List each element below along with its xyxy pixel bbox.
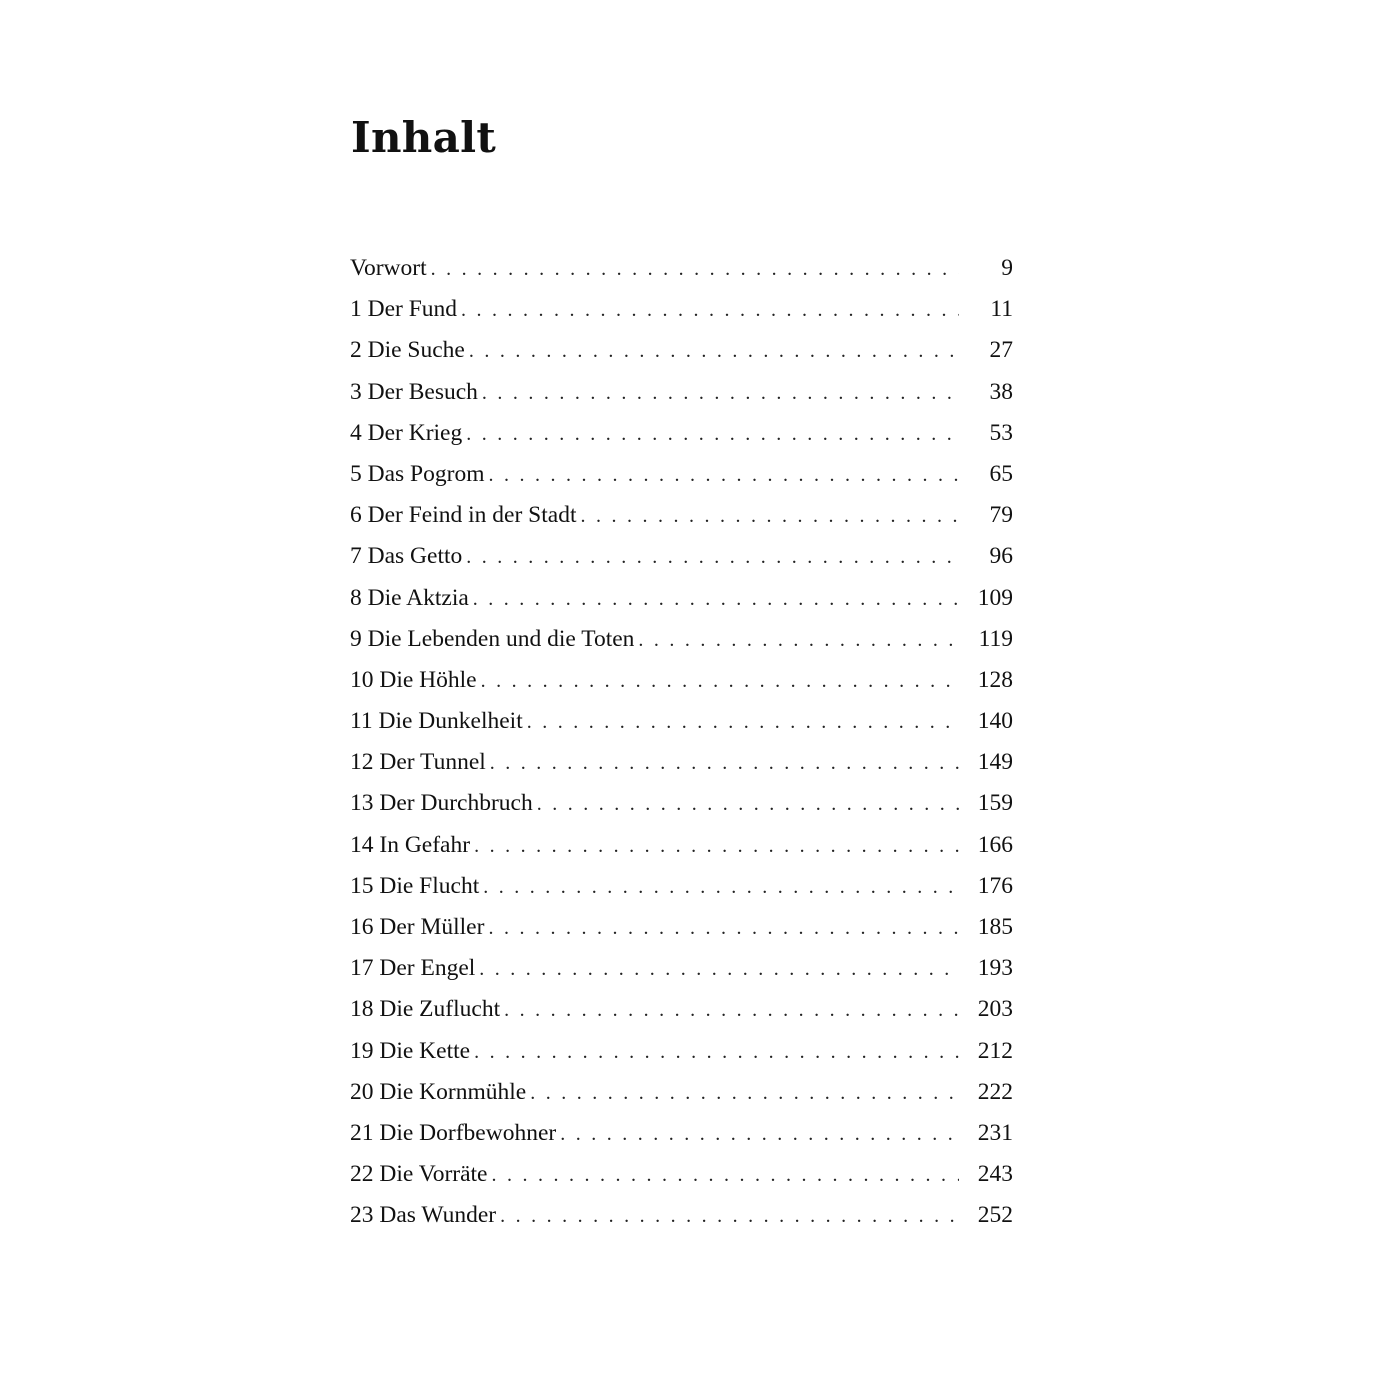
dot-leader — [492, 1155, 960, 1196]
toc-entry-page-number: 38 — [989, 378, 1013, 405]
dot-leader — [483, 867, 959, 908]
toc-entry — [350, 454, 1013, 495]
toc-entry-title: 15 Die Flucht — [350, 872, 480, 899]
dot-leader — [461, 290, 959, 331]
toc-entry-page-number: 79 — [989, 502, 1013, 529]
toc-entry-page-number: 231 — [977, 1119, 1013, 1146]
toc-entry-page-number: 119 — [978, 625, 1013, 652]
toc-entry-page-number: 159 — [977, 790, 1013, 817]
toc-entry-title: 4 Der Krieg — [350, 419, 463, 446]
table-of-contents — [350, 248, 1013, 1237]
toc-entry-title: 16 Der Müller — [350, 914, 485, 940]
toc-entry — [350, 948, 1013, 989]
toc-entry-title: 14 In Gefahr — [350, 831, 471, 858]
toc-entry — [350, 578, 1013, 619]
toc-entry-page-number: 140 — [977, 708, 1013, 735]
dot-leader — [527, 702, 959, 743]
toc-entry-page-number: 166 — [977, 831, 1013, 858]
toc-entry-title: 23 Das Wunder — [350, 1202, 497, 1229]
toc-entry — [350, 701, 1013, 742]
dot-leader — [537, 784, 959, 825]
toc-entry-page-number: 252 — [977, 1202, 1013, 1229]
toc-entry-page-number: 128 — [977, 666, 1013, 693]
toc-entry-page-number: 53 — [989, 419, 1013, 446]
toc-entry — [350, 413, 1013, 454]
toc-entry-page-number: 203 — [977, 996, 1013, 1023]
toc-entry — [350, 825, 1013, 866]
toc-entry — [350, 372, 1013, 413]
toc-entry-title: 11 Die Dunkelheit — [350, 708, 523, 735]
toc-entry — [350, 536, 1013, 577]
toc-entry — [350, 330, 1013, 371]
toc-entry-title: 20 Die Kornmühle — [350, 1078, 527, 1105]
toc-entry — [350, 1195, 1013, 1236]
toc-entry-title: 6 Der Feind in der Stadt — [350, 502, 577, 529]
toc-entry — [350, 1031, 1013, 1072]
toc-entry-title: 8 Die Aktzia — [350, 584, 469, 611]
toc-entry-page-number: 193 — [977, 955, 1013, 982]
toc-entry-title: 18 Die Zuflucht — [350, 996, 501, 1023]
dot-leader — [466, 414, 959, 455]
dot-leader — [431, 249, 959, 290]
toc-entry-page-number: 9 — [1001, 255, 1013, 281]
dot-leader — [490, 743, 959, 784]
toc-entry — [350, 1072, 1013, 1113]
toc-entry — [350, 1113, 1013, 1154]
dot-leader — [482, 373, 959, 414]
dot-leader — [530, 1073, 959, 1114]
toc-entry — [350, 989, 1013, 1030]
dot-leader — [560, 1114, 959, 1155]
toc-entry — [350, 866, 1013, 907]
toc-entry — [350, 248, 1013, 289]
dot-leader — [638, 620, 959, 661]
toc-entry-title: 13 Der Durchbruch — [350, 790, 533, 817]
dot-leader — [469, 331, 959, 372]
toc-entry-title: 5 Das Pogrom — [350, 460, 485, 487]
toc-entry — [350, 1154, 1013, 1195]
dot-leader — [479, 949, 959, 990]
dot-leader — [473, 579, 959, 620]
toc-entry-page-number: 149 — [977, 749, 1013, 776]
toc-entry-title: 3 Der Besuch — [350, 378, 478, 405]
toc-entry-title: 1 Der Fund — [350, 296, 458, 323]
toc-entry — [350, 742, 1013, 783]
toc-entry — [350, 660, 1013, 701]
toc-entry-page-number: 222 — [977, 1078, 1013, 1105]
toc-entry-title: 7 Das Getto — [350, 543, 463, 570]
toc-entry-title: 21 Die Dorfbewohner — [350, 1119, 557, 1146]
toc-entry-title: 19 Die Kette — [350, 1037, 471, 1064]
dot-leader — [504, 990, 959, 1031]
toc-entry-title: 9 Die Lebenden und die Toten — [350, 625, 635, 652]
toc-entry-title: 22 Die Vorräte — [350, 1161, 488, 1188]
toc-entry-title: Vorwort — [350, 255, 427, 281]
toc-entry — [350, 289, 1013, 330]
toc-entry-page-number: 96 — [989, 543, 1013, 570]
page-title: Inhalt — [351, 113, 497, 162]
dot-leader — [500, 1196, 959, 1237]
dot-leader — [488, 908, 959, 949]
toc-entry-page-number: 27 — [989, 337, 1013, 364]
toc-entry-page-number: 65 — [989, 460, 1013, 487]
dot-leader — [466, 537, 959, 578]
toc-entry — [350, 495, 1013, 536]
toc-entry-page-number: 212 — [977, 1037, 1013, 1064]
dot-leader — [474, 1032, 959, 1073]
dot-leader — [580, 496, 959, 537]
toc-entry-page-number: 11 — [990, 296, 1013, 323]
toc-entry-page-number: 109 — [977, 584, 1013, 611]
dot-leader — [481, 661, 959, 702]
toc-entry — [350, 619, 1013, 660]
dot-leader — [474, 826, 959, 867]
toc-entry-title: 12 Der Tunnel — [350, 749, 486, 776]
toc-entry — [350, 783, 1013, 824]
dot-leader — [488, 455, 959, 496]
toc-entry-title: 2 Die Suche — [350, 337, 465, 364]
toc-entry-title: 10 Die Höhle — [350, 666, 477, 693]
toc-entry — [350, 907, 1013, 948]
toc-entry-page-number: 176 — [977, 872, 1013, 899]
toc-entry-title: 17 Der Engel — [350, 955, 476, 982]
toc-entry-page-number: 185 — [977, 914, 1013, 940]
toc-entry-page-number: 243 — [977, 1161, 1013, 1188]
